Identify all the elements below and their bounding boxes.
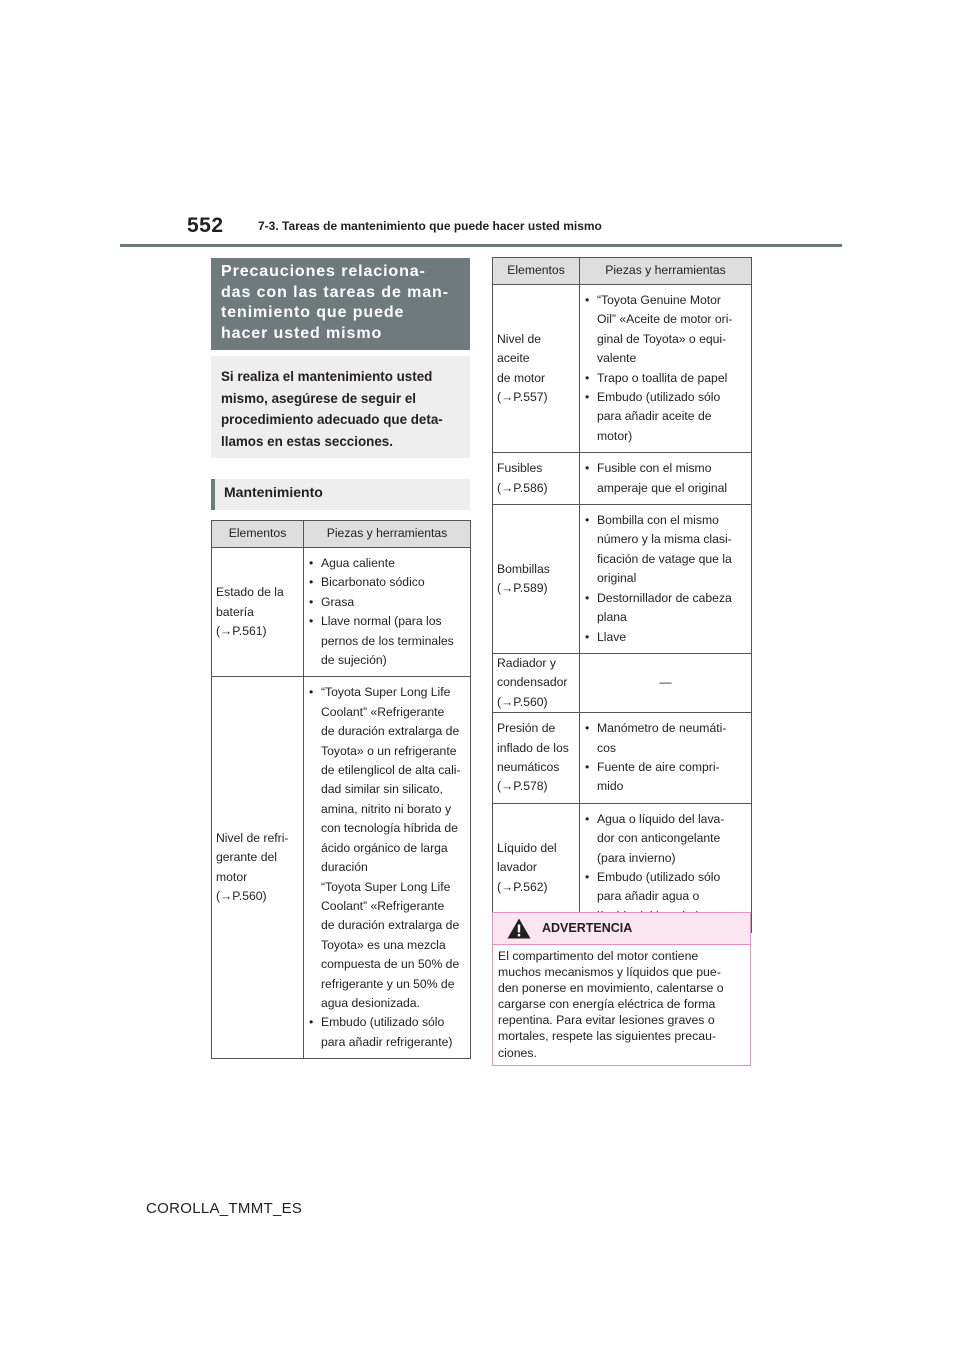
list-item: • Embudo (utilizado sólo para añadir agua o bbox=[585, 868, 747, 926]
parts-cell bbox=[580, 453, 752, 505]
list-item: • Agua caliente bbox=[309, 554, 466, 573]
item-cell: Nivel de refri- gerante del motor (→P.560) bbox=[212, 677, 304, 1059]
table-header-row bbox=[493, 258, 752, 285]
list-item: • “Toyota Super Long Life Coolant” «Refrigerante de duración extralarga de Toyota» o un refrigerante de etilenglicol de alta cali- dad similar sin silicato, amina, nitrito ni borato y con tecnología híbrida de ácido orgánico de larga duración “Toyota Super Long Life Coolant” «Refrigerante de duración extralarga de Toyota» es una mezcla compuesta de un 50% de refrigerante y un 50% de agua desionizada. bbox=[309, 683, 466, 1013]
intro-text: Si realiza el mantenimiento usted mismo, asegúrese de seguir el procedimiento adecuado que deta- llamos en estas secciones. bbox=[211, 356, 470, 458]
item-cell: Nivel de aceite de motor (→P.557) bbox=[493, 285, 580, 453]
warning-header bbox=[493, 913, 750, 945]
item-cell: Estado de la batería (→P.561) bbox=[212, 548, 304, 677]
warning-box bbox=[492, 912, 751, 1066]
header-rule bbox=[120, 244, 842, 247]
table-row bbox=[493, 653, 752, 712]
item-cell: Radiador y condensador (→P.560) bbox=[493, 653, 580, 712]
page-number: 552 bbox=[187, 214, 224, 237]
table-row bbox=[212, 548, 471, 677]
parts-list bbox=[585, 291, 747, 446]
parts-cell bbox=[580, 713, 752, 804]
list-item: • Destornillador de cabeza plana bbox=[585, 589, 747, 628]
section-title: Precauciones relaciona- das con las tareas de man- tenimiento que puede hacer usted mismo bbox=[211, 258, 470, 350]
parts-list bbox=[585, 719, 747, 797]
item-cell: Presión de inflado de los neumáticos (→P.578) bbox=[493, 713, 580, 804]
list-item: • Fusible con el mismo amperaje que el original bbox=[585, 459, 747, 498]
warning-title: ADVERTENCIA bbox=[542, 921, 633, 935]
header-items: Elementos bbox=[212, 521, 304, 548]
header-items: Elementos bbox=[493, 258, 580, 285]
parts-cell bbox=[304, 548, 471, 677]
item-cell: Fusibles (→P.586) bbox=[493, 453, 580, 505]
item-cell: Bombillas (→P.589) bbox=[493, 505, 580, 654]
header-parts: Piezas y herramientas bbox=[304, 521, 471, 548]
parts-cell bbox=[580, 285, 752, 453]
table-row bbox=[212, 677, 471, 1059]
list-item: • Bicarbonato sódico bbox=[309, 573, 466, 592]
maintenance-table-right bbox=[492, 257, 752, 933]
list-item: • Llave normal (para los pernos de los terminales de sujeción) bbox=[309, 612, 466, 670]
parts-list bbox=[309, 554, 466, 670]
table-header-row bbox=[212, 521, 471, 548]
list-item: • Trapo o toallita de papel bbox=[585, 369, 747, 388]
list-item: • Agua o líquido del lava- dor con anticongelante (para invierno) bbox=[585, 810, 747, 868]
list-item: • Llave bbox=[585, 628, 747, 647]
parts-list bbox=[585, 511, 747, 647]
list-item: • Fuente de aire compri- mido bbox=[585, 758, 747, 797]
list-item: • Manómetro de neumáti- cos bbox=[585, 719, 747, 758]
list-item: • “Toyota Genuine Motor Oil” «Aceite de motor ori- ginal de Toyota» o equi- valente bbox=[585, 291, 747, 369]
parts-list bbox=[585, 810, 747, 926]
subsection-accent-bar bbox=[211, 479, 215, 510]
list-item: • Embudo (utilizado sólo para añadir refrigerante) bbox=[309, 1013, 466, 1052]
footer-code: COROLLA_TMMT_ES bbox=[146, 1200, 303, 1217]
table-row bbox=[493, 453, 752, 505]
maintenance-table-left bbox=[211, 520, 471, 1059]
table-row bbox=[493, 505, 752, 654]
header-parts: Piezas y herramientas bbox=[580, 258, 752, 285]
table-row bbox=[493, 285, 752, 453]
subsection-title: Mantenimiento bbox=[211, 479, 470, 510]
parts-cell bbox=[580, 505, 752, 654]
parts-list bbox=[309, 683, 466, 1052]
list-item: • Grasa bbox=[309, 593, 466, 612]
item-cell: Líquido del lavador (→P.562) bbox=[493, 803, 580, 932]
list-item: • Bombilla con el mismo número y la misma clasi- ficación de vatage que la original bbox=[585, 511, 747, 589]
parts-cell bbox=[304, 677, 471, 1059]
parts-list bbox=[585, 459, 747, 498]
table-row bbox=[493, 713, 752, 804]
chapter-title: 7-3. Tareas de mantenimiento que puede hacer usted mismo bbox=[258, 219, 602, 233]
list-item: • Embudo (utilizado sólo para añadir aceite de motor) bbox=[585, 388, 747, 446]
empty-dash-cell: — bbox=[580, 653, 752, 712]
warning-triangle-icon bbox=[507, 918, 531, 939]
warning-text: El compartimento del motor contiene muchos mecanismos y líquidos que pue- den ponerse en movimiento, calentarse o cargarse con energía eléctrica de forma repentina. Para evitar lesiones graves o mortales, respete las siguientes precau- ciones. bbox=[498, 949, 724, 1060]
